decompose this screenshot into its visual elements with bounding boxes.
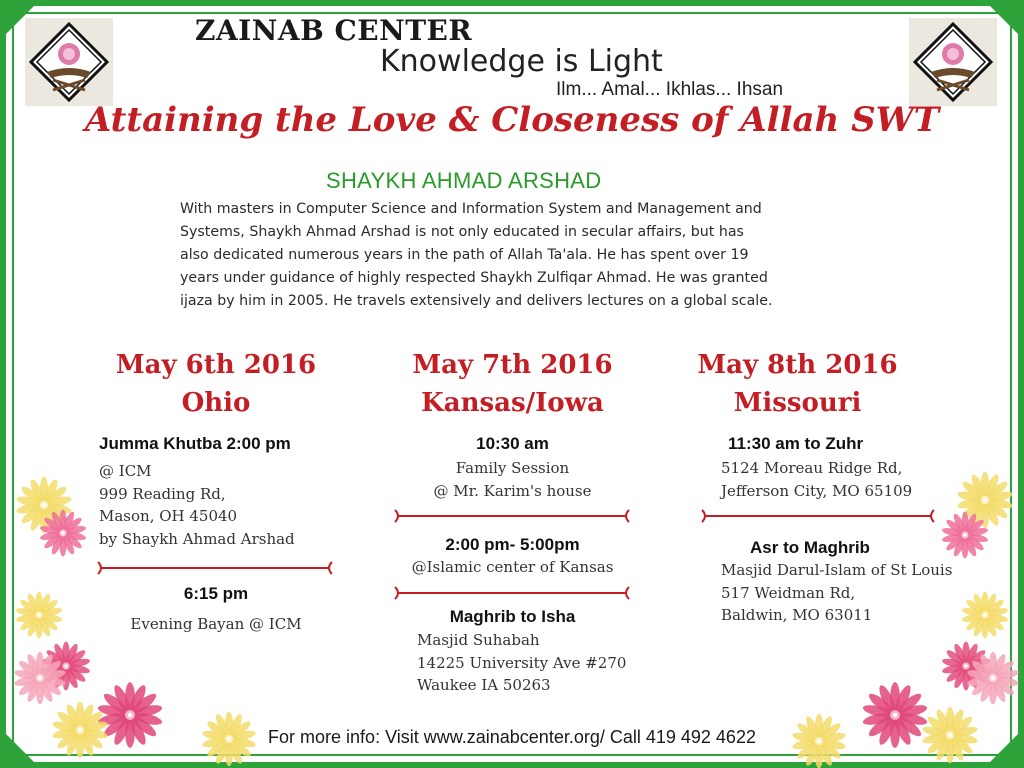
event-date: May 7th 2016 — [412, 350, 613, 380]
session-time: 10:30 am — [476, 434, 549, 453]
bio-line: Systems, Shaykh Ahmad Arshad is not only educated in secular affairs, but has — [180, 224, 744, 240]
session-time: 2:00 pm- 5:00pm — [445, 535, 580, 554]
session-details — [417, 629, 626, 697]
event-date: May 8th 2016 — [697, 350, 898, 380]
session-time: Maghrib to Isha — [449, 607, 576, 626]
detail-line: Waukee IA 50263 — [417, 676, 551, 694]
speaker-bio — [180, 198, 820, 313]
session-details — [721, 559, 952, 627]
bio-line: years under guidance of highly respected Shaykh Zulfiqar Ahmad. He was granted — [180, 270, 768, 286]
detail-line: Masjid Suhabah — [417, 631, 540, 649]
event-date: May 6th 2016 — [115, 350, 317, 380]
speaker-name: SHAYKH AHMAD ARSHAD — [326, 168, 602, 193]
detail-line: 517 Weidman Rd, — [721, 583, 856, 602]
detail-line: 999 Reading Rd, — [99, 484, 226, 503]
event-column-kansas-iowa — [390, 346, 635, 422]
footer-contact-info: For more info: Visit www.zainabcenter.org/ Call 419 492 4622 — [268, 727, 756, 747]
session-details — [99, 460, 295, 550]
session-details — [390, 457, 635, 502]
detail-line: Masjid Darul-Islam of St Louis — [721, 561, 953, 579]
tagline: Knowledge is Light — [380, 44, 663, 79]
event-place: Ohio — [181, 388, 251, 418]
event-headline: Attaining the Love & Closeness of Allah SWT — [84, 100, 940, 140]
session-time: Asr to Maghrib — [750, 538, 870, 557]
bio-line: With masters in Computer Science and Information System and Management and — [180, 201, 762, 217]
event-column-missouri — [690, 346, 905, 422]
detail-line: 5124 Moreau Ridge Rd, — [721, 459, 903, 477]
session-details — [721, 457, 912, 502]
book-on-rehal-logo-icon — [25, 18, 113, 106]
detail-line: 14225 University Ave #270 — [417, 653, 627, 672]
detail-line: @ ICM — [99, 462, 152, 480]
book-on-rehal-logo-icon — [909, 18, 997, 106]
detail-line: Mason, OH 45040 — [99, 507, 238, 525]
detail-line: Evening Bayan @ ICM — [130, 615, 302, 633]
bio-line: also dedicated numerous years in the path of Allah Ta'ala. He has spent over 19 — [180, 247, 749, 263]
center-name: ZAINAB CENTER — [195, 14, 473, 47]
session-time: 11:30 am to Zuhr — [728, 434, 864, 453]
event-place: Kansas/Iowa — [421, 388, 604, 418]
detail-line: Family Session — [455, 459, 570, 477]
bio-line: ijaza by him in 2005. He travels extensively and delivers lectures on a global scale. — [180, 293, 773, 309]
sub-tagline: Ilm... Amal... Ikhlas... Ihsan — [556, 79, 784, 100]
session-time: Jumma Khutba 2:00 pm — [99, 434, 291, 453]
event-column-ohio — [96, 346, 336, 422]
detail-line: Baldwin, MO 63011 — [721, 606, 873, 624]
section-divider — [700, 508, 936, 524]
detail-line: Jefferson City, MO 65109 — [721, 481, 913, 500]
detail-line: by Shaykh Ahmad Arshad — [99, 529, 295, 548]
event-place: Missouri — [733, 388, 862, 418]
session-details — [390, 556, 635, 579]
section-divider — [393, 508, 631, 524]
session-details — [96, 613, 336, 636]
detail-line: @Islamic center of Kansas — [411, 558, 614, 576]
session-time: 6:15 pm — [183, 584, 249, 603]
section-divider — [96, 560, 334, 576]
section-divider — [393, 585, 631, 601]
detail-line: @ Mr. Karim's house — [433, 481, 592, 500]
